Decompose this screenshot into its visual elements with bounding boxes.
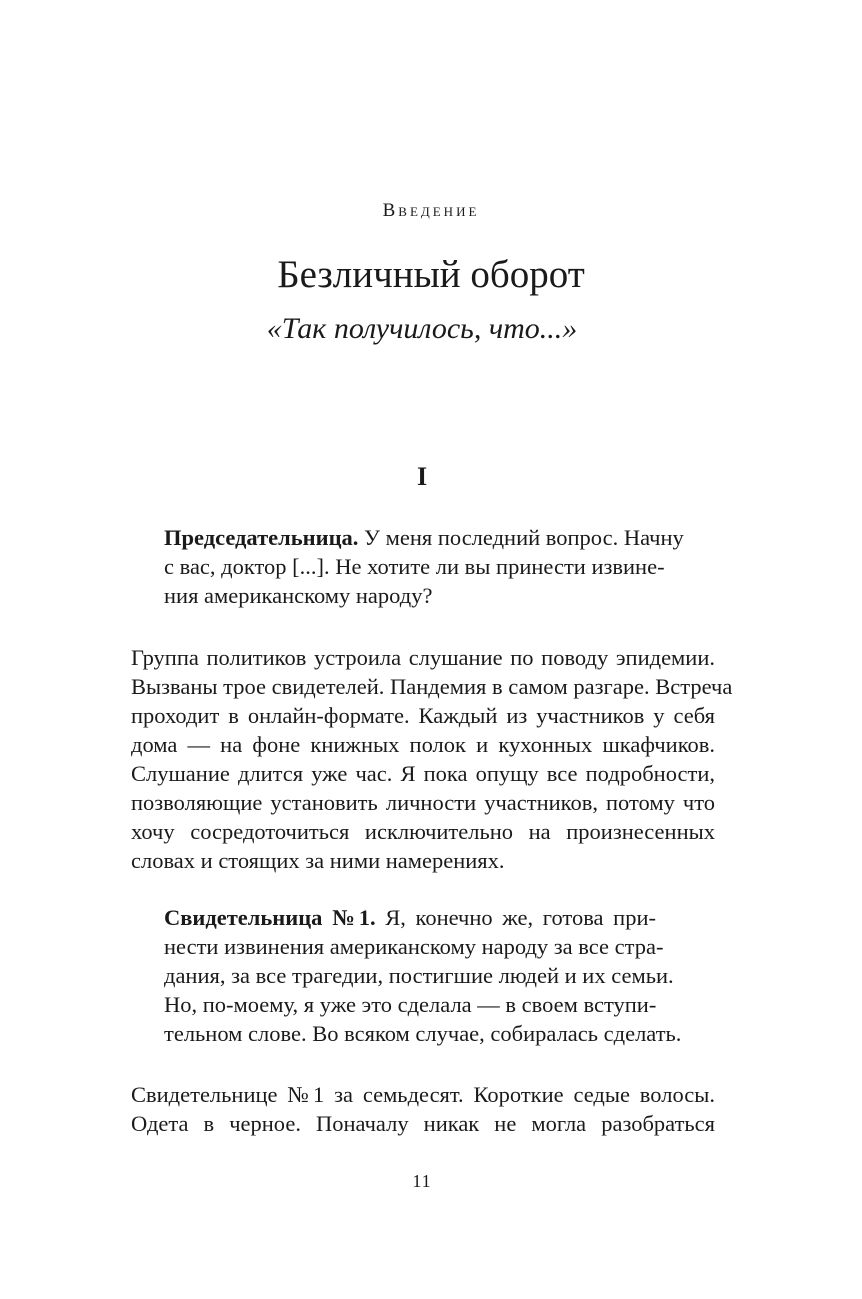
paragraph-line: словах и стоящих за ними намерениях.: [131, 848, 505, 873]
page-number: 11: [412, 1171, 432, 1191]
chapter-title: Безличный оборот: [277, 253, 585, 296]
quote-line: с вас, доктор [...]. Не хотите ли вы принести извине-: [164, 554, 665, 579]
paragraph-line: проходит в онлайн-формате. Каждый из участников у себя: [131, 703, 715, 728]
paragraph-line: дома — на фоне книжных полок и кухонных шкафчиков.: [131, 732, 715, 757]
paragraph-line: позволяющие установить личности участников, потому что: [131, 790, 715, 815]
body-paragraph: [131, 1080, 715, 1138]
paragraph-line: Одета в черное. Поначалу никак не могла разобраться: [131, 1111, 715, 1136]
speaker-name: Председательница.: [164, 525, 359, 550]
quote-line: Но, по-моему, я уже это сделала — в своем вступи-: [164, 992, 657, 1017]
paragraph-line: Вызваны трое свидетелей. Пандемия в самом разгаре. Встреча: [131, 674, 733, 699]
quote-line: дания, за все трагедии, постигшие людей и их семьи.: [164, 963, 674, 988]
dialogue-quote-chairwoman: [164, 523, 684, 610]
quote-line: тельном слове. Во всяком случае, собиралась сделать.: [164, 1021, 682, 1046]
paragraph-line: Свидетельнице №1 за семьдесят. Короткие седые волосы.: [131, 1082, 715, 1107]
dialogue-quote-witness-1: [164, 903, 682, 1048]
quote-line: нести извинения американскому народу за все стра-: [164, 934, 664, 959]
paragraph-line: Группа политиков устроила слушание по поводу эпидемии.: [131, 645, 715, 670]
quote-line: Свидетельница №1. Я, конечно же, готова при-: [164, 905, 656, 930]
paragraph-line: хочу сосредоточиться исключительно на произнесенных: [131, 819, 715, 844]
quote-line: ния американскому народу?: [164, 583, 433, 608]
chapter-subtitle: «Так получилось, что...»: [266, 312, 578, 345]
quote-line: Председательница. У меня последний вопрос. Начну: [164, 525, 684, 550]
section-number: I: [416, 462, 428, 491]
paragraph-line: Слушание длится уже час. Я пока опущу все подробности,: [131, 761, 715, 786]
body-paragraph: [131, 643, 733, 875]
chapter-label: Введение: [382, 200, 480, 221]
speaker-name: Свидетельница №1.: [164, 905, 376, 930]
